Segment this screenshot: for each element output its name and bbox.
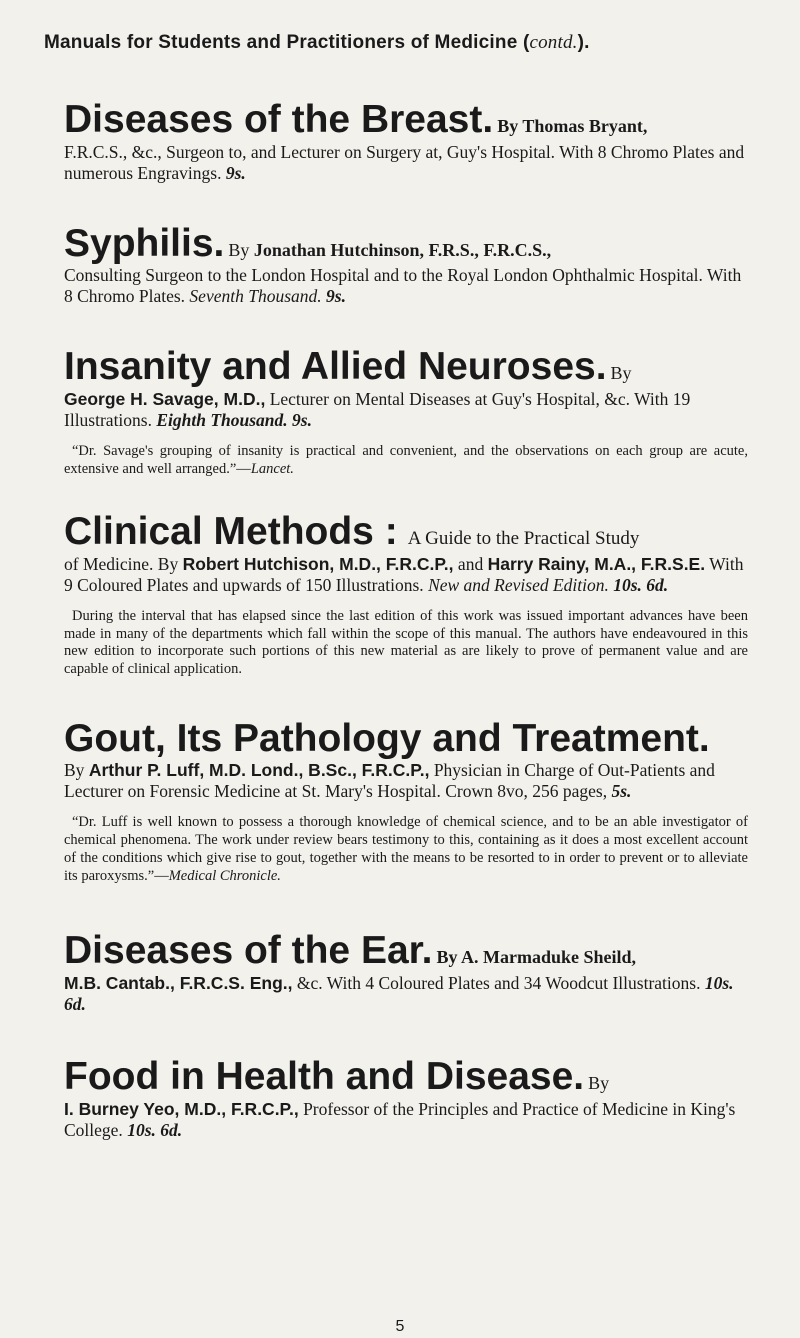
entry-description: Consulting Surgeon to the London Hospital and to the Royal London Ophthalmic Hospital. With 8 Chromo Plates. Seventh Thousand. 9s. [64, 265, 742, 307]
entry-author: Harry Rainy, M.A., F.R.S.E. [487, 554, 706, 575]
entry-food: Food in Health and Disease. By I. Burney Yeo, M.D., F.R.C.P., Professor of the Principles and Practice of Medicine in King's College. 10s. 6d. [64, 1055, 748, 1141]
running-head [44, 32, 748, 54]
entry-author: M.B. Cantab., F.R.C.S. Eng., [64, 972, 293, 993]
running-head-close: ). [577, 32, 590, 53]
entry-description: F.R.C.S., &c., Surgeon to, and Lecturer on Surgery at, Guy's Hospital. With 8 Chromo Plates and numerous Engravings. 9s. [64, 141, 745, 183]
entry-review: During the interval that has elapsed since the last edition of this work was issued important advances have been made in many of the departments which fall within the scope of this manual. The authors have endeavoured in this new edition to incorporate such portions of this new material as are likely to prove of permanent value and are capable of clinical application. [64, 608, 748, 678]
entry-title: Gout, Its Pathology and Treatment. [64, 716, 710, 760]
entry-description: I. Burney Yeo, M.D., F.R.C.P., Professor of the Principles and Practice of Medicine in King's College. 10s. 6d. [64, 1098, 736, 1140]
entry-clinical-methods [64, 510, 748, 678]
entry-ear [64, 929, 748, 1015]
entry-author: Arthur P. Luff, M.D. Lond., B.Sc., F.R.C.P., [88, 760, 430, 781]
entry-author: George H. Savage, M.D., [64, 389, 266, 410]
entry-title: Insanity and Allied Neuroses. [64, 345, 607, 389]
entry-description: M.B. Cantab., F.R.C.S. Eng., &c. With 4 Coloured Plates and 34 Woodcut Illustrations. 10s. 6d. [64, 972, 734, 1014]
entry-title: Diseases of the Ear. [64, 929, 433, 973]
entry-gout [64, 717, 748, 885]
entry-insanity: Insanity and Allied Neuroses. By George H. Savage, M.D., Lecturer on Mental Diseases at Guy's Hospital, &c. With 19 Illustrations. Eighth Thousand. 9s. “Dr. Savage's grouping of insanity is practical and convenient, and the observations on each group are acute, extensive and well arranged.”—Lancet. [64, 345, 748, 477]
entry-title: Diseases of the Breast. [64, 98, 494, 141]
entry-author: I. Burney Yeo, M.D., F.R.C.P., [64, 1098, 299, 1119]
entry-breast [64, 98, 748, 184]
entry-description: George H. Savage, M.D., Lecturer on Mental Diseases at Guy's Hospital, &c. With 19 Illustrations. Eighth Thousand. 9s. [64, 389, 691, 431]
entry-syphilis: Syphilis. By Jonathan Hutchinson, F.R.S., F.R.C.S., Consulting Surgeon to the London Hospital and to the Royal London Ophthalmic Hospital. With 8 Chromo Plates. Seventh Thousand. 9s. [64, 222, 748, 308]
entry-subtitle: A Guide to the Practical Study [407, 528, 640, 550]
entry-review: “Dr. Luff is well known to possess a thorough knowledge of chemical science, and to be an able investigator of chemical phenomena. The work under review bears testimony to this, containing as it does a most excellent account of the conditions which give rise to gout, together with the means to be resorted to in order to prevent or to alleviate its paroxysms.”—Medical Chronicle. [64, 814, 748, 884]
entry-author: Robert Hutchison, M.D., F.R.C.P., [182, 554, 454, 575]
entry-title: Food in Health and Disease. [64, 1054, 585, 1098]
page-number: 5 [395, 1318, 405, 1335]
entry-byline: Jonathan Hutchinson, F.R.S., F.R.C.S., [253, 239, 552, 260]
entry-title: Clinical Methods : [64, 510, 398, 554]
entry-description: By Arthur P. Luff, M.D. Lond., B.Sc., F.R.C.P., Physician in Charge of Out-Patients and Lecturer on Forensic Medicine at St. Mary's Hospital. Crown 8vo, 256 pages, 5s. [64, 760, 715, 802]
entry-description: of Medicine. By Robert Hutchison, M.D., F.R.C.P., and Harry Rainy, M.A., F.R.S.E. With 9 Coloured Plates and upwards of 150 Illustrations. New and Revised Edition. 10s. 6d. [64, 554, 744, 596]
running-head-text: Manuals for Students and Practitioners of Medicine ( [44, 32, 530, 53]
running-head-contd: contd. [529, 32, 578, 53]
entry-review: “Dr. Savage's grouping of insanity is practical and convenient, and the observations on each group are acute, extensive and well arranged.”—Lancet. [64, 443, 748, 477]
entry-title: Syphilis. [64, 221, 225, 265]
entry-byline: By A. Marmaduke Sheild, [436, 947, 637, 968]
entry-byline: By Thomas Bryant, [497, 116, 648, 136]
